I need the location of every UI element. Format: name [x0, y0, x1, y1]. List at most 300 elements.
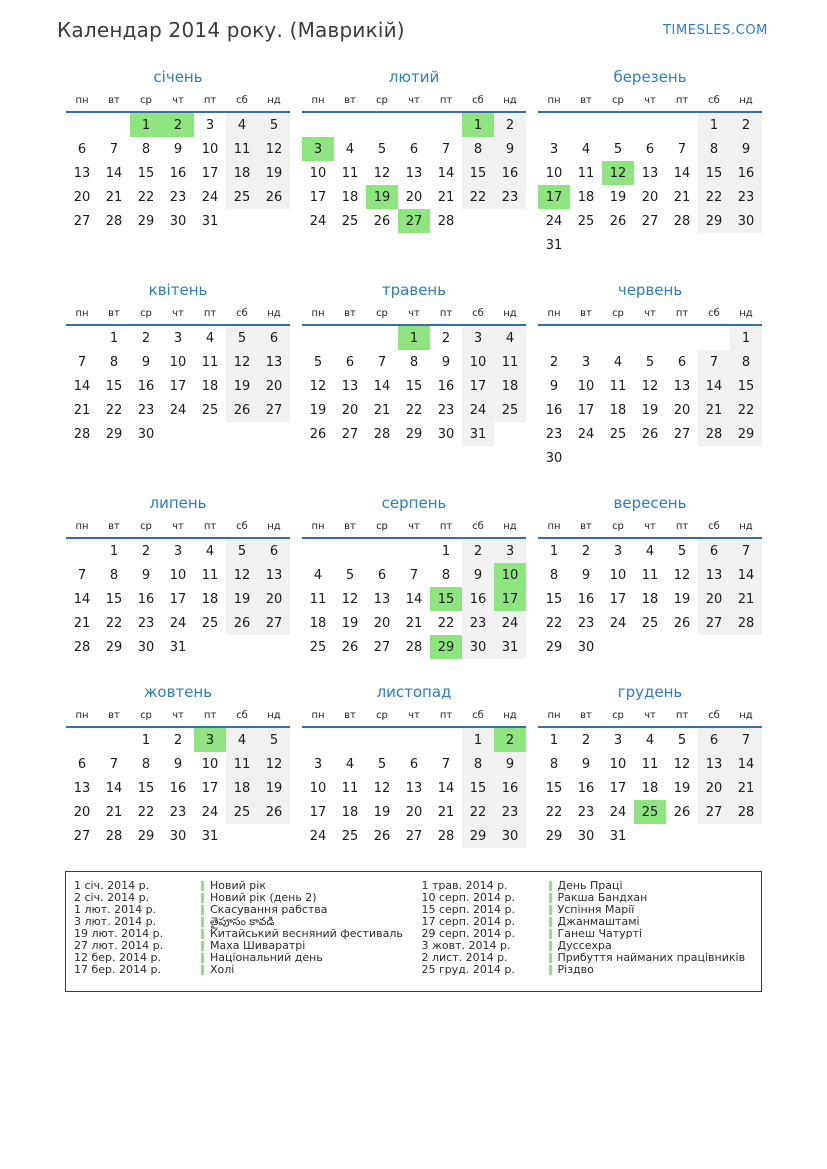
day-cell: 2	[441, 330, 451, 346]
weekday-header: пт	[666, 302, 698, 325]
day-cell: 26	[373, 213, 391, 229]
day-cell: 11	[201, 567, 219, 583]
month-title[interactable]: січень	[153, 68, 203, 86]
day-cell: 26	[309, 426, 327, 442]
weekday-header: пн	[66, 302, 98, 325]
month-6	[538, 280, 762, 470]
month-title[interactable]: жовтень	[143, 683, 213, 701]
day-cell: 28	[437, 828, 455, 844]
timesles-site-link[interactable]: TIMESLES.COM	[662, 23, 768, 38]
day-cell: 28	[73, 426, 91, 442]
month-3	[538, 67, 762, 257]
weekday-header: вт	[98, 89, 130, 112]
empty-cell	[634, 233, 666, 257]
weekday-header: вт	[334, 302, 366, 325]
day-cell: 27	[698, 611, 730, 635]
page-title: Календар 2014 року. (Маврикій)	[57, 18, 405, 42]
weekday-header: нд	[258, 302, 290, 325]
day-cell: 27	[641, 213, 659, 229]
day-cell: 10	[169, 567, 187, 583]
weekday-header: пн	[66, 89, 98, 112]
day-cell: 15	[105, 378, 123, 394]
day-cell: 1	[441, 543, 451, 559]
day-cell: 30	[169, 828, 187, 844]
day-cell: 18	[609, 402, 627, 418]
day-cell: 8	[462, 137, 494, 161]
empty-cell	[66, 538, 98, 563]
day-cell: 8	[109, 567, 119, 583]
day-cell: 22	[437, 615, 455, 631]
day-cell: 12	[641, 378, 659, 394]
day-cell: 17	[201, 165, 219, 181]
day-cell: 22	[105, 615, 123, 631]
day-cell: 27	[73, 828, 91, 844]
day-cell: 30	[137, 426, 155, 442]
day-cell: 3	[462, 325, 494, 350]
day-cell: 24	[201, 804, 219, 820]
weekday-header-row	[302, 302, 526, 325]
day-cell: 1	[462, 727, 494, 752]
empty-cell	[302, 538, 334, 563]
month-2	[302, 67, 526, 233]
day-cell: 6	[258, 325, 290, 350]
week-row	[302, 776, 526, 800]
month-1	[66, 67, 290, 233]
day-cell: 26	[609, 213, 627, 229]
month-title[interactable]: серпень	[381, 494, 447, 512]
weekday-header: пн	[66, 704, 98, 727]
day-cell: 9	[141, 567, 151, 583]
day-cell: 8	[549, 567, 559, 583]
empty-cell	[66, 112, 98, 137]
day-cell: 15	[105, 591, 123, 607]
day-cell: 28	[405, 639, 423, 655]
day-cell: 22	[730, 398, 762, 422]
day-cell: 6	[377, 567, 387, 583]
month-title[interactable]: липень	[149, 494, 207, 512]
weekday-header: вт	[570, 704, 602, 727]
weekday-header: ср	[130, 515, 162, 538]
day-cell: 10	[309, 780, 327, 796]
day-cell: 3	[613, 732, 623, 748]
day-cell: 7	[409, 567, 419, 583]
empty-cell	[302, 727, 334, 752]
day-cell: 18	[641, 780, 659, 796]
empty-cell	[398, 112, 430, 137]
day-cell: 18	[641, 591, 659, 607]
day-cell: 9	[441, 354, 451, 370]
month-title[interactable]: червень	[617, 281, 683, 299]
week-row	[302, 137, 526, 161]
weekday-header: пн	[538, 302, 570, 325]
day-cell: 26	[641, 426, 659, 442]
weekday-header: сб	[226, 515, 258, 538]
day-cell: 12	[309, 378, 327, 394]
day-cell: 30	[494, 824, 526, 848]
day-cell: 15	[698, 161, 730, 185]
month-title[interactable]: листопад	[376, 683, 452, 701]
week-row	[66, 422, 290, 446]
week-row	[66, 587, 290, 611]
day-cell: 9	[173, 141, 183, 157]
day-cell: 23	[137, 615, 155, 631]
month-title[interactable]: квітень	[148, 281, 208, 299]
day-cell: 9	[462, 563, 494, 587]
empty-cell	[602, 635, 634, 659]
day-cell: 5	[377, 756, 387, 772]
legend-label: Китайський весняний фестиваль	[210, 927, 403, 940]
empty-cell	[538, 325, 570, 350]
month-7	[66, 493, 290, 659]
weekday-header: пт	[194, 89, 226, 112]
week-row	[302, 563, 526, 587]
empty-cell	[226, 635, 258, 659]
legend-date: 1 трав. 2014 р.	[421, 879, 508, 892]
day-cell: 28	[373, 426, 391, 442]
day-cell: 9	[173, 756, 183, 772]
weekday-header: пт	[194, 515, 226, 538]
weekday-header: ср	[130, 302, 162, 325]
day-cell: 14	[730, 563, 762, 587]
month-title[interactable]: березень	[613, 68, 687, 86]
week-row	[302, 350, 526, 374]
weekday-header: пт	[666, 704, 698, 727]
empty-cell	[462, 209, 494, 233]
day-cell: 15	[730, 374, 762, 398]
month-table	[66, 302, 290, 446]
day-cell: 18	[226, 776, 258, 800]
week-row	[538, 374, 762, 398]
day-cell: 14	[105, 780, 123, 796]
day-cell: 14	[405, 591, 423, 607]
day-cell: 11	[641, 567, 659, 583]
holiday-marker-icon	[201, 905, 204, 915]
day-cell: 5	[258, 727, 290, 752]
legend-date: 17 серп. 2014 р.	[421, 915, 515, 928]
day-cell: 7	[698, 350, 730, 374]
empty-cell	[666, 325, 698, 350]
day-cell: 13	[341, 378, 359, 394]
day-cell: 20	[73, 804, 91, 820]
day-cell: 8	[141, 141, 151, 157]
day-cell: 22	[462, 185, 494, 209]
day-cell: 13	[258, 350, 290, 374]
day-cell: 2	[141, 543, 151, 559]
legend-label: Скасування рабства	[210, 903, 328, 916]
empty-cell	[634, 325, 666, 350]
weekday-header: чт	[634, 704, 666, 727]
weekday-header: сб	[698, 704, 730, 727]
day-cell: 3	[613, 543, 623, 559]
week-row	[538, 776, 762, 800]
day-cell: 25	[309, 639, 327, 655]
empty-cell	[634, 112, 666, 137]
day-cell: 8	[109, 354, 119, 370]
legend-label: Дуссехра	[557, 939, 612, 952]
day-cell: 5	[226, 538, 258, 563]
weekday-header: чт	[634, 302, 666, 325]
weekday-header: пн	[538, 515, 570, 538]
day-cell: 16	[494, 776, 526, 800]
weekday-header: пт	[194, 704, 226, 727]
day-cell: 20	[673, 402, 691, 418]
day-cell: 31	[494, 635, 526, 659]
week-row	[302, 752, 526, 776]
week-row	[66, 727, 290, 752]
legend-name	[201, 964, 234, 976]
empty-cell	[194, 635, 226, 659]
day-cell: 30	[577, 828, 595, 844]
day-cell: 6	[698, 538, 730, 563]
day-cell: 2	[494, 727, 526, 752]
day-cell: 26	[341, 639, 359, 655]
day-cell: 11	[226, 137, 258, 161]
weekday-header: чт	[634, 89, 666, 112]
week-row	[66, 350, 290, 374]
weekday-header-row	[538, 302, 762, 325]
day-cell: 19	[309, 402, 327, 418]
weekday-header-row	[538, 704, 762, 727]
day-cell: 2	[462, 538, 494, 563]
day-cell: 19	[341, 615, 359, 631]
weekday-header: сб	[226, 302, 258, 325]
weekday-header: пн	[66, 515, 98, 538]
day-cell: 23	[494, 800, 526, 824]
day-cell: 23	[494, 185, 526, 209]
empty-cell	[366, 325, 398, 350]
day-cell: 7	[677, 141, 687, 157]
weekday-header: нд	[494, 515, 526, 538]
month-5	[302, 280, 526, 446]
week-row	[302, 398, 526, 422]
day-cell: 22	[698, 185, 730, 209]
holiday-marker-icon	[201, 953, 204, 963]
weekday-header: ср	[130, 89, 162, 112]
day-cell: 6	[677, 354, 687, 370]
day-cell: 11	[641, 756, 659, 772]
top-bar	[0, 0, 827, 42]
weekday-header: нд	[494, 89, 526, 112]
day-cell: 24	[201, 189, 219, 205]
empty-cell	[570, 233, 602, 257]
week-row	[538, 824, 762, 848]
day-cell: 3	[194, 727, 226, 752]
day-cell: 29	[545, 639, 563, 655]
day-cell: 25	[226, 800, 258, 824]
weekday-header-row	[66, 302, 290, 325]
weekday-header: ср	[602, 302, 634, 325]
week-row	[538, 752, 762, 776]
day-cell: 1	[730, 325, 762, 350]
day-cell: 14	[437, 780, 455, 796]
day-cell: 6	[77, 141, 87, 157]
week-row	[538, 727, 762, 752]
day-cell: 12	[673, 756, 691, 772]
day-cell: 12	[258, 752, 290, 776]
day-cell: 5	[377, 141, 387, 157]
empty-cell	[634, 446, 666, 470]
empty-cell	[602, 112, 634, 137]
weekday-header: чт	[162, 302, 194, 325]
day-cell: 28	[698, 422, 730, 446]
week-row	[302, 112, 526, 137]
weekday-header: чт	[634, 515, 666, 538]
day-cell: 5	[345, 567, 355, 583]
day-cell: 24	[309, 213, 327, 229]
day-cell: 9	[494, 137, 526, 161]
weekday-header-row	[66, 704, 290, 727]
month-table	[302, 515, 526, 659]
holiday-marker-icon	[549, 953, 552, 963]
day-cell: 8	[549, 756, 559, 772]
weekday-header: вт	[334, 704, 366, 727]
month-table	[66, 704, 290, 848]
day-cell: 7	[441, 141, 451, 157]
month-9	[538, 493, 762, 659]
weekday-header: пн	[538, 704, 570, 727]
day-cell: 17	[169, 591, 187, 607]
day-cell: 17	[309, 189, 327, 205]
day-cell: 22	[405, 402, 423, 418]
empty-cell	[430, 727, 462, 752]
day-cell: 28	[730, 800, 762, 824]
day-cell: 20	[73, 189, 91, 205]
day-cell: 16	[169, 780, 187, 796]
week-row	[538, 112, 762, 137]
day-cell: 11	[226, 752, 258, 776]
day-cell: 9	[730, 137, 762, 161]
month-8	[302, 493, 526, 659]
day-cell: 4	[205, 543, 215, 559]
empty-cell	[570, 446, 602, 470]
week-row	[66, 325, 290, 350]
month-title[interactable]: вересень	[613, 494, 687, 512]
legend-date: 10 серп. 2014 р.	[421, 891, 515, 904]
day-cell: 29	[545, 828, 563, 844]
empty-cell	[334, 325, 366, 350]
day-cell: 7	[77, 567, 87, 583]
day-cell: 29	[405, 426, 423, 442]
day-cell: 17	[309, 804, 327, 820]
weekday-header: пн	[538, 89, 570, 112]
day-cell: 24	[462, 398, 494, 422]
day-cell: 4	[581, 141, 591, 157]
legend-date: 1 січ. 2014 р.	[74, 879, 150, 892]
holiday-marker-icon	[201, 893, 204, 903]
weekday-header: ср	[366, 515, 398, 538]
day-cell: 25	[201, 615, 219, 631]
day-cell: 22	[105, 402, 123, 418]
empty-cell	[226, 824, 258, 848]
week-row	[302, 800, 526, 824]
day-cell: 18	[341, 804, 359, 820]
day-cell: 8	[409, 354, 419, 370]
day-cell: 4	[226, 727, 258, 752]
month-title[interactable]: грудень	[617, 683, 683, 701]
weekday-header: вт	[570, 302, 602, 325]
holiday-marker-icon	[201, 965, 204, 975]
empty-cell	[666, 446, 698, 470]
week-row	[538, 446, 762, 470]
weekday-header: чт	[162, 704, 194, 727]
week-row	[538, 422, 762, 446]
weekday-header: нд	[494, 302, 526, 325]
month-title[interactable]: травень	[381, 281, 447, 299]
day-cell: 1	[549, 543, 559, 559]
day-cell: 19	[373, 804, 391, 820]
day-cell: 6	[345, 354, 355, 370]
day-cell: 9	[581, 567, 591, 583]
weekday-header: ср	[366, 704, 398, 727]
day-cell: 20	[341, 402, 359, 418]
day-cell: 3	[494, 538, 526, 563]
legend-date: 2 січ. 2014 р.	[74, 891, 150, 904]
empty-cell	[602, 325, 634, 350]
month-table	[538, 704, 762, 848]
day-cell: 13	[641, 165, 659, 181]
month-row	[66, 280, 762, 470]
week-row	[538, 350, 762, 374]
day-cell: 4	[645, 732, 655, 748]
weekday-header: сб	[226, 704, 258, 727]
week-row	[538, 563, 762, 587]
day-cell: 25	[226, 185, 258, 209]
day-cell: 9	[581, 756, 591, 772]
week-row	[302, 538, 526, 563]
empty-cell	[258, 824, 290, 848]
legend-date: 25 груд. 2014 р.	[421, 963, 515, 976]
day-cell: 6	[409, 756, 419, 772]
empty-cell	[430, 112, 462, 137]
empty-cell	[398, 538, 430, 563]
day-cell: 21	[730, 776, 762, 800]
day-cell: 6	[409, 141, 419, 157]
day-cell: 6	[258, 538, 290, 563]
day-cell: 28	[673, 213, 691, 229]
weekday-header: сб	[462, 89, 494, 112]
day-cell: 4	[345, 141, 355, 157]
day-cell: 16	[437, 378, 455, 394]
day-cell: 19	[258, 161, 290, 185]
empty-cell	[666, 824, 698, 848]
day-cell: 31	[201, 213, 219, 229]
day-cell: 5	[313, 354, 323, 370]
day-cell: 18	[494, 374, 526, 398]
empty-cell	[398, 727, 430, 752]
week-row	[538, 325, 762, 350]
legend-date: 2 лист. 2014 р.	[421, 951, 508, 964]
day-cell: 23	[577, 804, 595, 820]
day-cell: 17	[462, 374, 494, 398]
day-cell: 16	[730, 161, 762, 185]
day-cell: 10	[309, 165, 327, 181]
legend-label: Новий рік (день 2)	[210, 891, 317, 904]
weekday-header: ср	[366, 89, 398, 112]
day-cell: 13	[698, 752, 730, 776]
weekday-header: ср	[602, 704, 634, 727]
day-cell: 30	[437, 426, 455, 442]
month-title[interactable]: лютий	[388, 68, 440, 86]
legend-date: 3 лют. 2014 р.	[74, 915, 157, 928]
day-cell: 7	[377, 354, 387, 370]
legend-date: 3 жовт. 2014 р.	[421, 939, 511, 952]
day-cell: 21	[73, 615, 91, 631]
month-12	[538, 682, 762, 848]
holiday-marker-icon	[201, 881, 204, 891]
day-cell: 14	[730, 752, 762, 776]
weekday-header: нд	[258, 515, 290, 538]
weekday-header: чт	[398, 515, 430, 538]
